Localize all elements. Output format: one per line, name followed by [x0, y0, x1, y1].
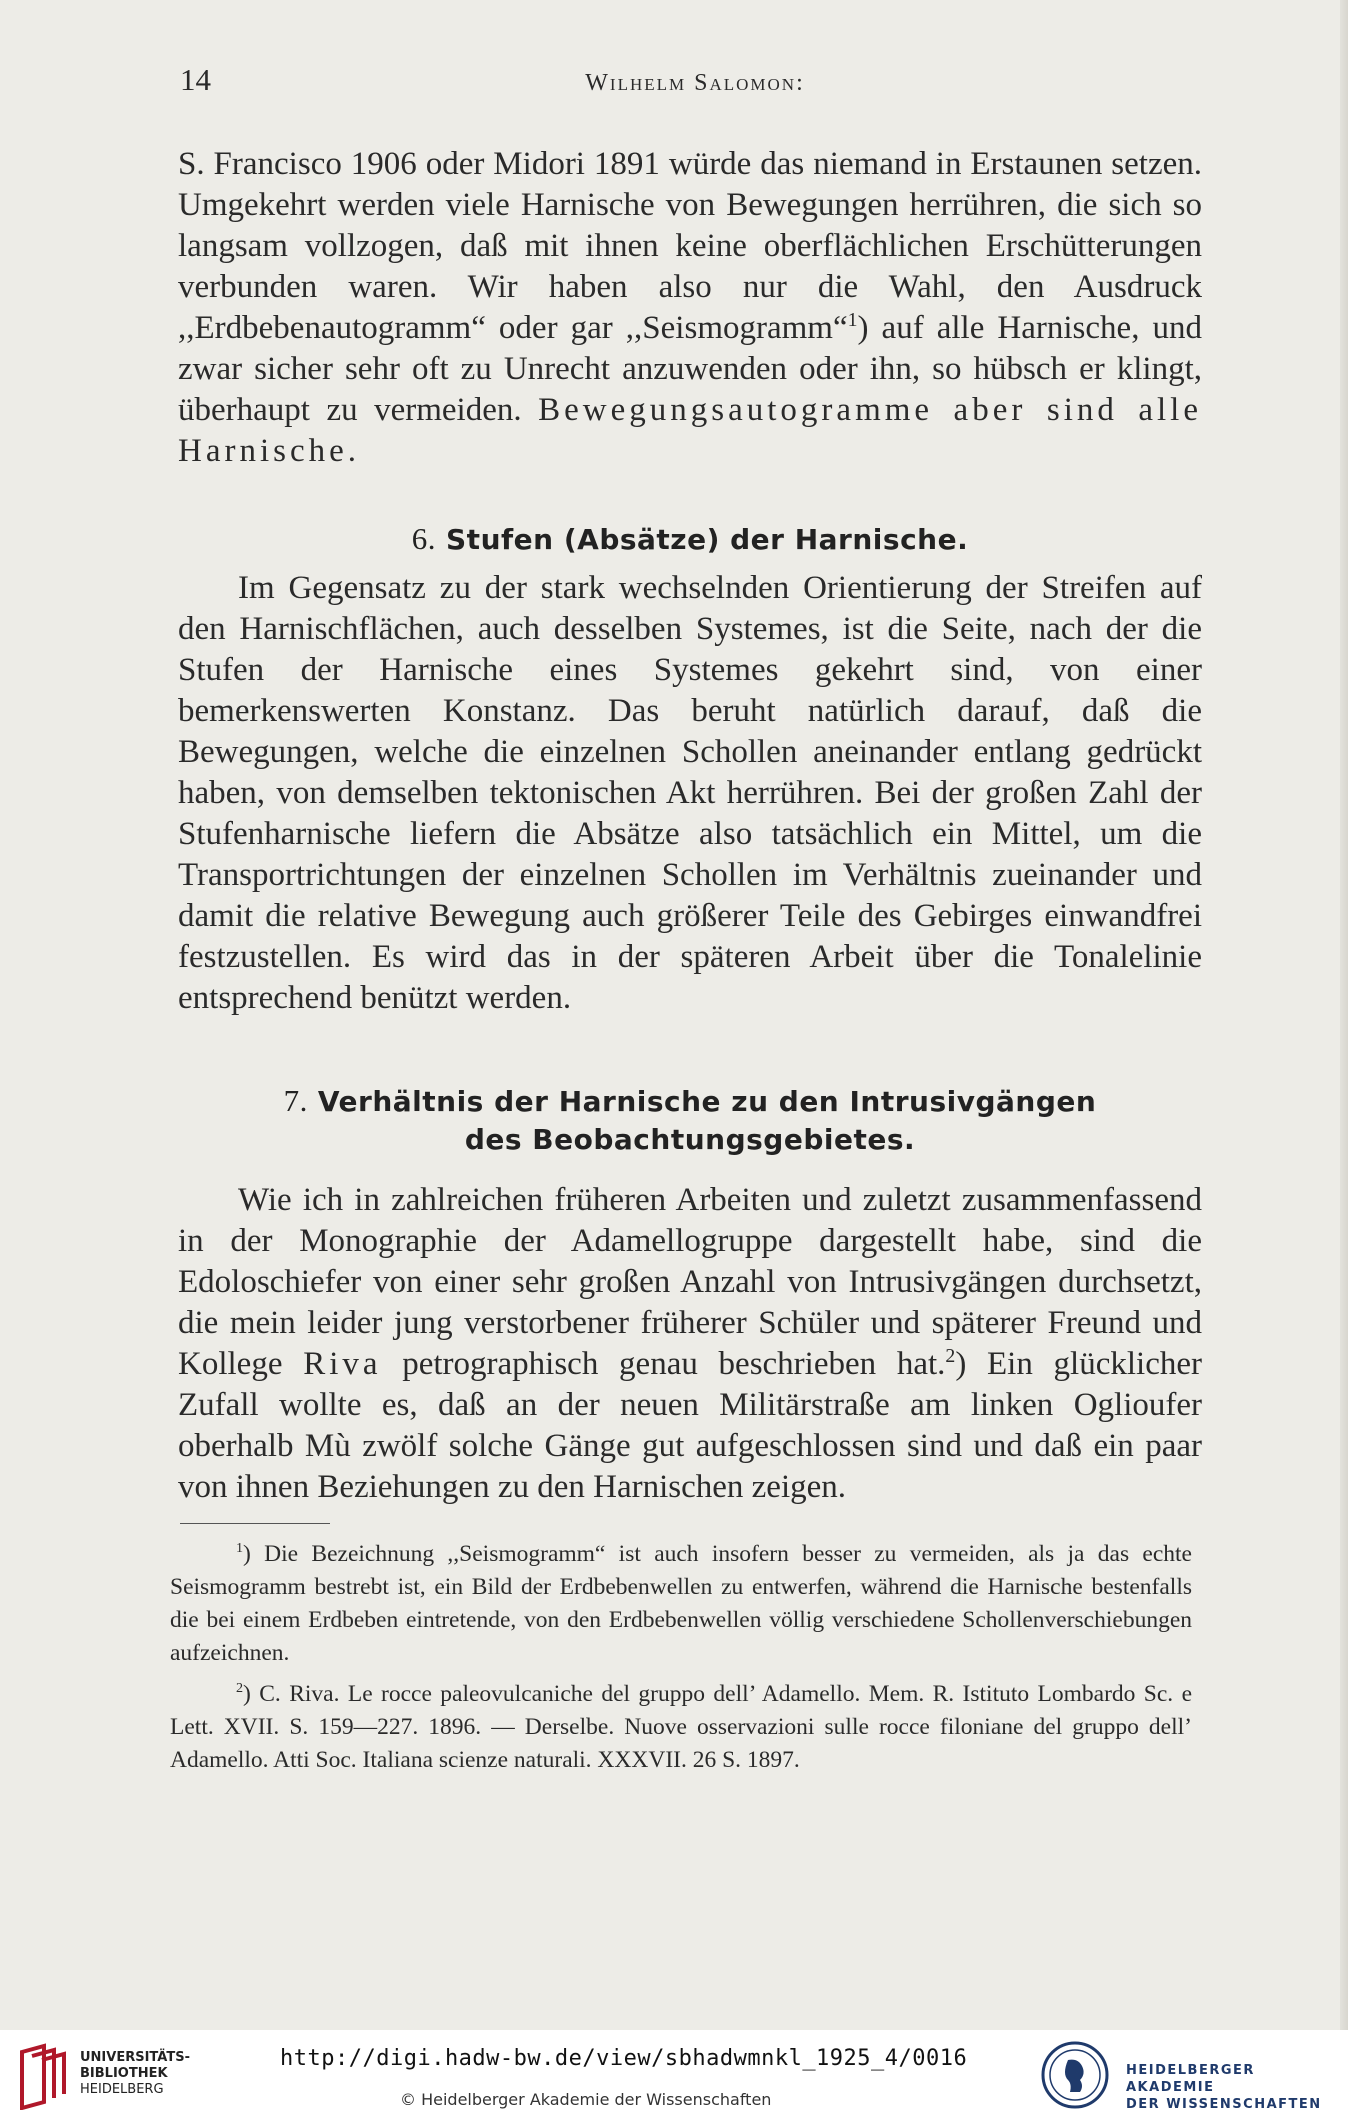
footnote-2	[170, 1678, 1192, 1777]
page-number: 14	[180, 62, 211, 97]
permalink-url[interactable]: http://digi.hadw-bw.de/view/sbhadwmnkl_1925_4/0016	[280, 2046, 968, 2071]
paragraph-3	[178, 1180, 1202, 1508]
footnote-1	[170, 1538, 1192, 1670]
section-6-number: 6.	[411, 521, 437, 556]
section-7-title-1: Verhältnis der Harnische zu den Intrusivgängen	[317, 1085, 1097, 1118]
footnote-2-text: ) C. Riva. Le rocce paleovulcaniche del gruppo dell’ Adamello. Mem. R. Istituto Lombardo Sc. e Lett. XVII. S. 159—227. 1896. — Derselbe. Nuove osservazioni sulle rocce filoniane del gruppo dell’ Adamello. Atti Soc. Italiana scienze naturali. XXXVII. 26 S. 1897.	[170, 1681, 1192, 1773]
paragraph-2: Im Gegensatz zu der stark wechselnden Orientierung der Streifen auf den Harnischflächen, auch desselben Systemes, ist die Seite, nach der die Stufen der Harnische eines Systemes gekehrt sind, von einer bemerkenswerten Konstanz. Das beruht natürlich darauf, daß die Bewegungen, welche die einzelnen Schollen aneinander entlang gedrückt haben, von demselben tektonischen Akt herrühren. Bei der großen Zahl der Stufenharnische liefern die Absätze also tatsächlich ein Mittel, um die Transportrichtungen der einzelnen Schollen im Verhältnis zueinander und damit die relative Bewegung auch größerer Teile des Gebirges einwandfrei festzustellen. Es wird das in der späteren Arbeit über die Tonalelinie entsprechend benützt werden.	[178, 570, 1202, 1016]
footnote-divider	[180, 1523, 330, 1524]
page-header	[180, 62, 1210, 102]
academy-seal-icon[interactable]	[1040, 2040, 1110, 2110]
footnote-1-text: ) Die Bezeichnung ,,Seismogramm“ ist auch insofern besser zu vermeiden, als ja das echte Seismogramm bestrebt ist, ein Bild der Erdbebenwellen zu entwerfen, während die Harnische bestenfalls die bei einem Erdbeben eintretende, von den Erdbebenwellen völlig verschiedene Schollenverschiebungen aufzeichnen.	[170, 1541, 1192, 1666]
footnote-1-marker: 1	[236, 1540, 244, 1557]
section-6-heading	[170, 520, 1210, 559]
copyright-notice: © Heidelberger Akademie der Wissenschaften	[400, 2090, 772, 2109]
paragraph-1-text-a: S. Francisco 1906 oder Midori 1891 würde das niemand in Erstaunen setzen. Umgekehrt werden viele Harnische von Bewegungen herrühren, die sich so langsam vollzogen, daß mit ihnen keine oberflächlichen Erschütterungen verbunden waren. Wir haben also nur die Wahl, den Ausdruck ,,Erdbebenautogramm“ oder gar ,,Seismogramm“	[178, 146, 1202, 346]
viewer-footer	[0, 2030, 1348, 2122]
ub-line-1: UNIVERSITÄTS-	[80, 2050, 190, 2065]
academy-name	[1126, 2062, 1348, 2113]
university-library-logo-icon[interactable]	[14, 2042, 72, 2110]
paragraph-1	[178, 144, 1202, 472]
hadw-line-1: HEIDELBERGER AKADEMIE	[1126, 2063, 1255, 2095]
section-7-title-line-1	[170, 1082, 1210, 1121]
section-6-title: Stufen (Absätze) der Harnische.	[446, 523, 969, 556]
page-edge	[1340, 0, 1348, 2030]
paragraph-3-text-c: ) Ein glücklicher Zufall wollte es, daß an der neuen Militärstraße am linken Oglioufer oberhalb Mù zwölf solche Gänge gut aufgeschlossen sind und daß ein paar von ihnen Beziehungen zu den Harnischen zeigen.	[178, 1346, 1202, 1505]
paragraph-3-text-a: Wie ich in zahlreichen früheren Arbeiten und zuletzt zusammenfassend in der Monographie der Adamellogruppe dargestellt habe, sind die Edoloschiefer von einer sehr großen Anzahl von Intrusivgängen durchsetzt, die mein leider jung verstorbener früherer Schüler und späterer Freund und Kollege	[178, 1182, 1202, 1382]
ub-line-2: BIBLIOTHEK	[80, 2066, 168, 2081]
paragraph-1-spaced-text: Bewegungsautogramme aber sind alle Harnische.	[178, 392, 1202, 469]
section-7-title-line-2: des Beobachtungsgebietes.	[464, 1123, 916, 1156]
footnote-ref-1[interactable]: 1	[847, 309, 858, 331]
section-7-number: 7.	[283, 1083, 308, 1118]
paragraph-1-text-b: ) auf alle Harnische, und zwar sicher sehr oft zu Unrecht anzuwenden oder ihn, so hübsch er klingt, überhaupt zu vermeiden.	[178, 310, 1202, 428]
footnote-ref-2[interactable]: 2	[945, 1345, 956, 1367]
running-head: Wilhelm Salomon:	[585, 70, 805, 96]
hadw-line-2: DER WISSENSCHAFTEN	[1126, 2097, 1322, 2112]
ub-line-3: HEIDELBERG	[80, 2082, 164, 2097]
university-library-name	[80, 2050, 190, 2098]
paragraph-3-text-b: petrographisch genau beschrieben hat.	[381, 1346, 946, 1382]
footnote-2-marker: 2	[236, 1680, 244, 1697]
paragraph-3-spaced-name: Riva	[303, 1346, 382, 1382]
footnotes	[170, 1538, 1192, 1777]
section-7-heading	[170, 1082, 1210, 1159]
